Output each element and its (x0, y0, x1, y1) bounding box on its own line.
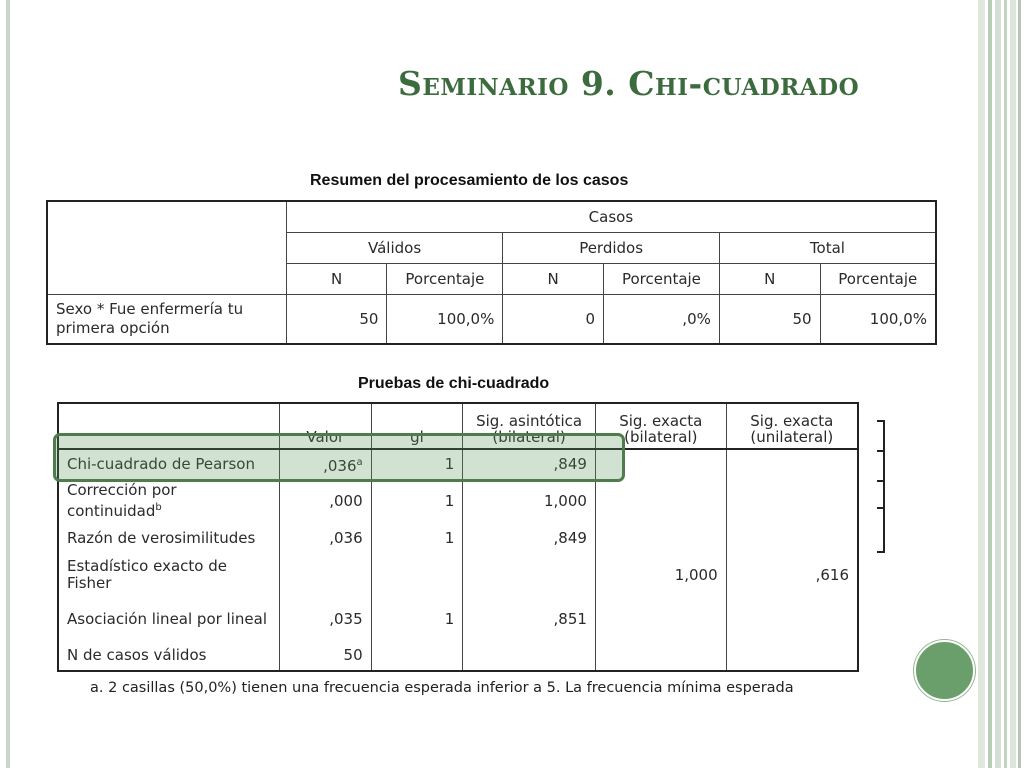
empty-cell (726, 641, 858, 671)
group-validos: Válidos (286, 232, 503, 263)
row-lineal-valor: ,035 (279, 597, 371, 641)
empty-cell (726, 523, 858, 553)
col-porcentaje: Porcentaje (603, 263, 719, 294)
row-pearson-gl: 1 (371, 449, 463, 479)
bracket-tick (877, 450, 883, 452)
row-correccion-gl: 1 (371, 479, 463, 523)
total-pct: 100,0% (820, 294, 936, 344)
validos-n: 50 (286, 294, 387, 344)
header-sig-exacta-unilateral: Sig. exacta (unilateral) (726, 403, 858, 449)
perdidos-pct: ,0% (603, 294, 719, 344)
right-border-decoration (1010, 0, 1016, 768)
row-pearson-valor: ,036$^a$ (279, 449, 371, 479)
right-border-decoration (995, 0, 1001, 768)
row-correccion-sig: 1,000 (463, 479, 596, 523)
row-lineal-gl: 1 (371, 597, 463, 641)
row-fisher-label: Estadístico exacto de Fisher (58, 553, 279, 597)
right-border-decoration (1018, 0, 1021, 768)
col-n: N (719, 263, 820, 294)
perdidos-n: 0 (503, 294, 604, 344)
footnote-marker: b (155, 502, 162, 513)
empty-cell (595, 641, 726, 671)
slide-title: Seminario 9. Chi-cuadrado (398, 64, 860, 103)
row-n-validos-label: N de casos válidos (58, 641, 279, 671)
summary-table-title: Resumen del procesamiento de los casos (310, 172, 629, 189)
validos-pct: 100,0% (387, 294, 503, 344)
header-sig-exacta-bilateral: Sig. exacta (bilateral) (595, 403, 726, 449)
row-razon-valor: ,036 (279, 523, 371, 553)
decorative-circle (914, 640, 975, 701)
empty-cell (726, 479, 858, 523)
row-pearson-label: Chi-cuadrado de Pearson (58, 449, 279, 479)
empty-cell (371, 641, 463, 671)
header-gl: gl (371, 403, 463, 449)
row-lineal-sig: ,851 (463, 597, 596, 641)
empty-cell (726, 449, 858, 479)
footnote-marker: a (356, 457, 363, 468)
empty-cell (463, 641, 596, 671)
summary-table (46, 200, 937, 345)
row-lineal-label: Asociación lineal por lineal (58, 597, 279, 641)
row-pearson-sig: ,849 (463, 449, 596, 479)
left-border-decoration (6, 0, 10, 768)
empty-cell (279, 553, 371, 597)
empty-cell (595, 597, 726, 641)
row-label: Sexo * Fue enfermería tu primera opción (47, 294, 286, 344)
pearson-row-highlight (53, 433, 625, 482)
table-footnote: a. 2 casillas (50,0%) tienen una frecuencia esperada inferior a 5. La frecuencia mínima esperada (90, 680, 794, 696)
col-n: N (503, 263, 604, 294)
group-perdidos: Perdidos (503, 232, 720, 263)
row-correccion-label: Corrección por continuidad$^b$ (58, 479, 279, 523)
col-n: N (286, 263, 387, 294)
row-razon-label: Razón de verosimilitudes (58, 523, 279, 553)
row-fisher-exacta-bilateral: 1,000 (595, 553, 726, 597)
empty-cell (595, 479, 726, 523)
header-valor: Valor (279, 403, 371, 449)
empty-cell (726, 597, 858, 641)
empty-cell (371, 553, 463, 597)
right-border-decoration (988, 0, 992, 768)
right-border-decoration (1004, 0, 1007, 768)
side-bracket (877, 420, 885, 553)
empty-cell (463, 553, 596, 597)
total-n: 50 (719, 294, 820, 344)
row-fisher-exacta-unilateral: ,616 (726, 553, 858, 597)
row-razon-gl: 1 (371, 523, 463, 553)
casos-header: Casos (286, 201, 936, 232)
bracket-tick (877, 480, 883, 482)
col-porcentaje: Porcentaje (387, 263, 503, 294)
row-razon-sig: ,849 (463, 523, 596, 553)
corner-cell (47, 201, 286, 294)
row-n-validos-valor: 50 (279, 641, 371, 671)
right-border-decoration (978, 0, 985, 768)
row-correccion-valor: ,000 (279, 479, 371, 523)
group-total: Total (719, 232, 936, 263)
chi-table-title: Pruebas de chi-cuadrado (358, 375, 550, 392)
empty-cell (595, 523, 726, 553)
header-sig-asintotica: Sig. asintótica (bilateral) (463, 403, 596, 449)
col-porcentaje: Porcentaje (820, 263, 936, 294)
bracket-tick (877, 507, 883, 509)
